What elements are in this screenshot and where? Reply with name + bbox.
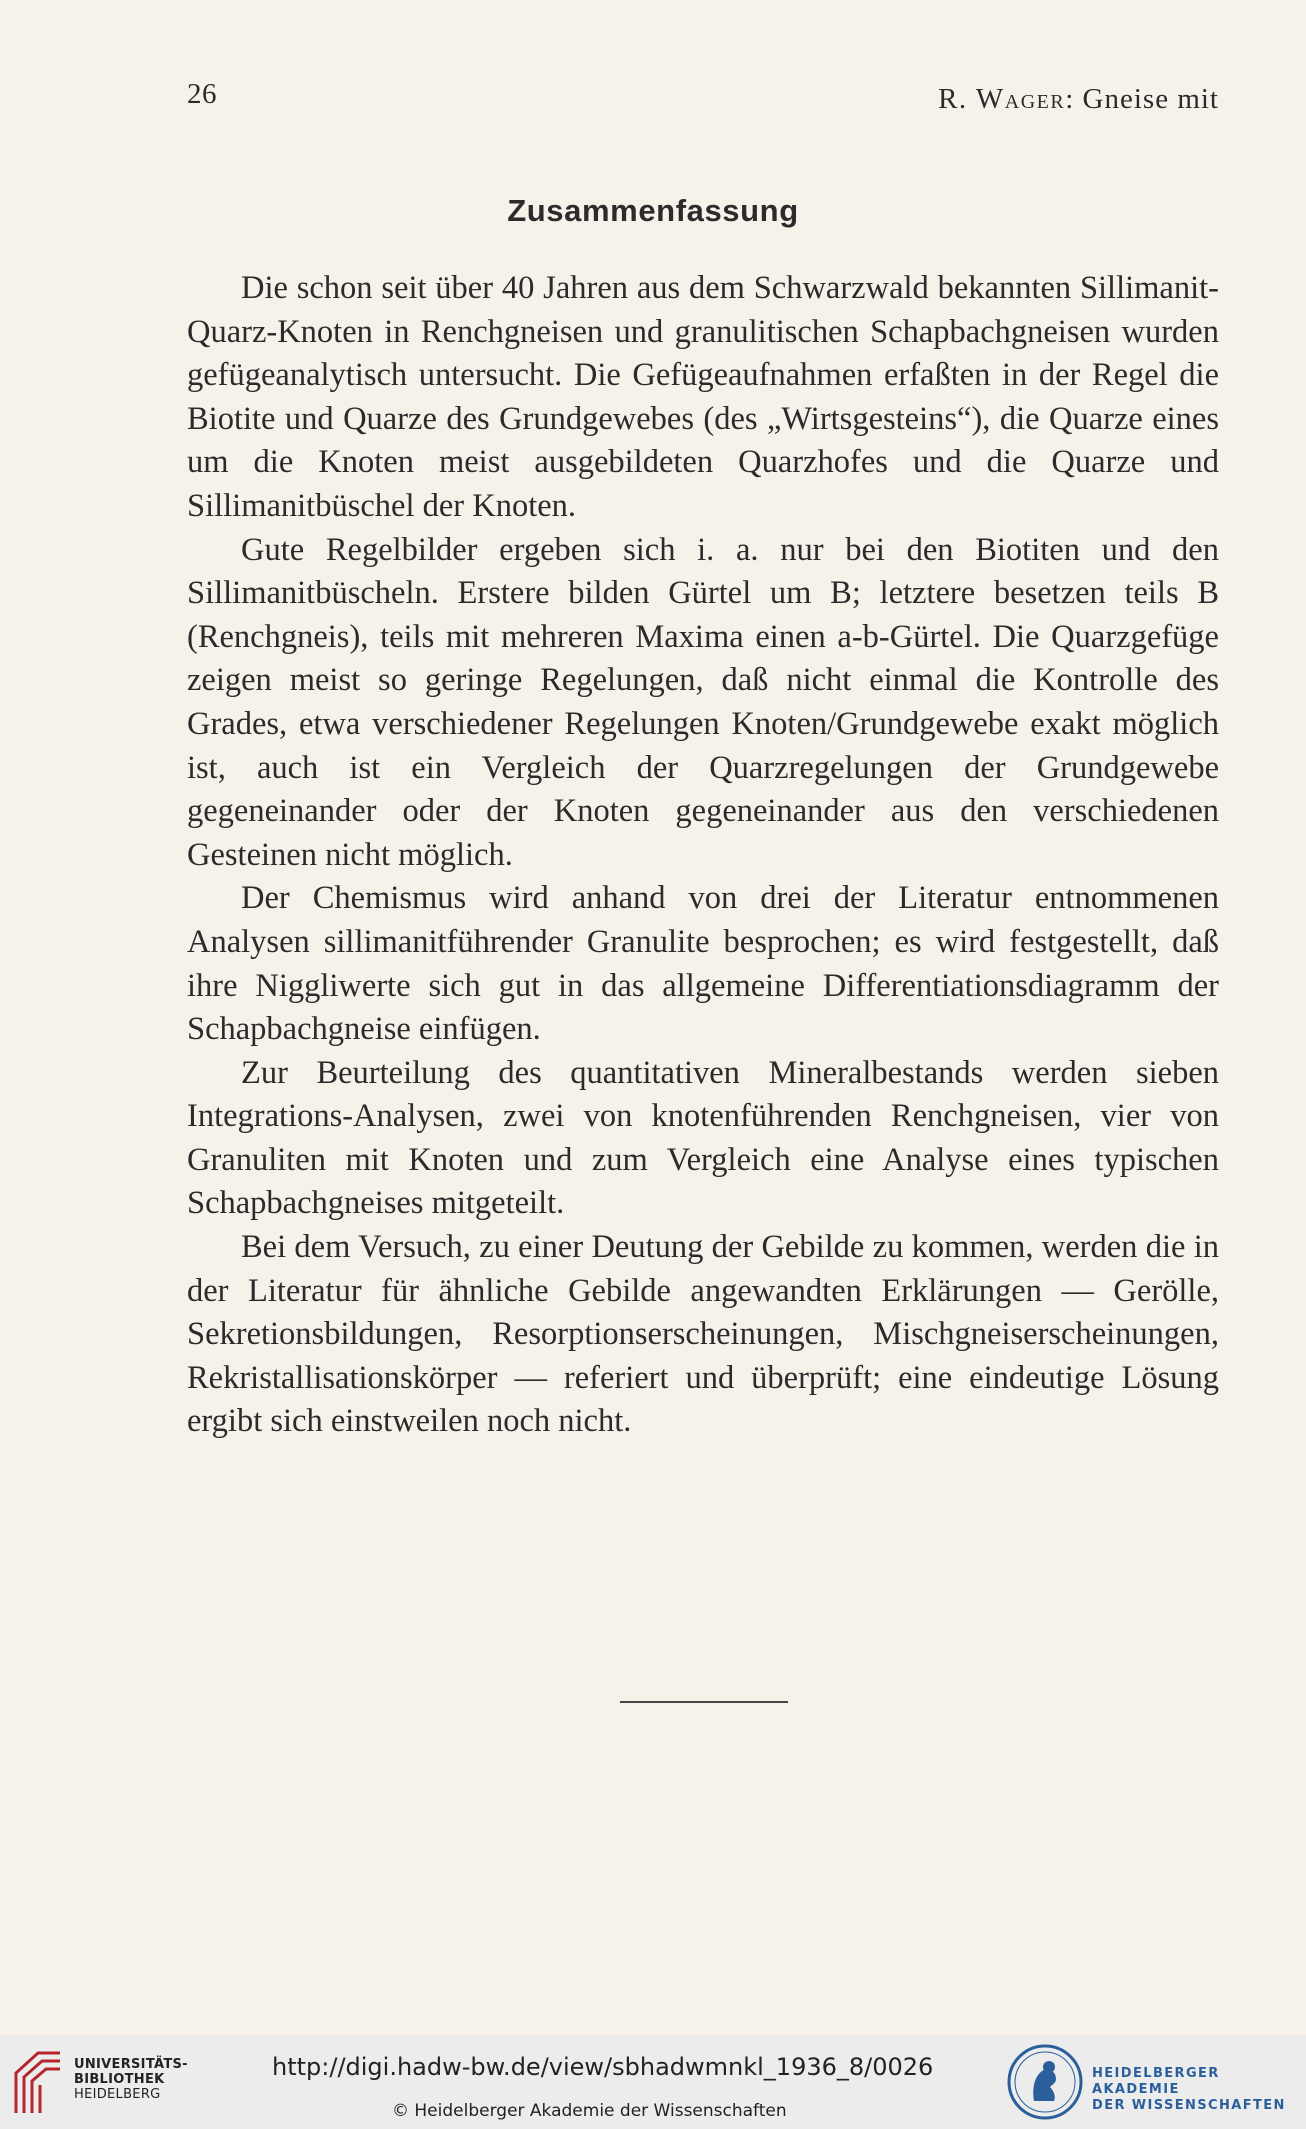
- university-library-name: UNIVERSITÄTS- BIBLIOTHEK HEIDELBERG: [74, 2057, 188, 2102]
- permalink-url[interactable]: http://digi.hadw-bw.de/view/sbhadwmnkl_1936_8/0026: [272, 2053, 934, 2081]
- summary-body: [187, 267, 1219, 1444]
- copyright-notice: © Heidelberger Akademie der Wissenschaften: [392, 2101, 787, 2121]
- academy-name: HEIDELBERGER AKADEMIE DER WISSENSCHAFTEN: [1092, 2066, 1286, 2113]
- closing-rule: [620, 1701, 788, 1703]
- paragraph: Bei dem Versuch, zu einer Deutung der Gebilde zu kommen, werden die in der Literatur für ähnliche Gebilde angewandten Erklärungen — Gerölle, Sekretionsbildungen, Resorptionserscheinungen, Mischgneiserscheinungen, Rekristallisationskörper — referiert und überprüft; eine eindeutige Lösung ergibt sich einstweilen noch nicht.: [187, 1229, 1219, 1440]
- section-title: Zusammenfassung: [507, 193, 799, 228]
- paragraph: Der Chemismus wird anhand von drei der Literatur entnommenen Analysen sillimanitführender Granulite besprochen; es wird festgestellt, daß ihre Niggliwerte sich gut in das allgemeine Differentiationsdiagramm der Schapbachgneise einfügen.: [187, 880, 1219, 1048]
- running-head-author: R. Wager: [938, 83, 1066, 115]
- paragraph: Die schon seit über 40 Jahren aus dem Schwarzwald bekannten Sillimanit-Quarz-Knoten in Renchgneisen und granulitischen Schapbachgneisen wurden gefügeanalytisch untersucht. Die Gefügeaufnahmen erfaßten in der Regel die Biotite und Quarze des Grundgewebes (des „Wirtsgesteins“), die Quarze eines um die Knoten meist ausgebildeten Quarzhofes und die Quarze und Sillimanitbüschel der Knoten.: [187, 270, 1219, 524]
- academy-seal-icon: [1006, 2043, 1084, 2121]
- running-head-title: : Gneise mit: [1065, 83, 1219, 115]
- paragraph: Zur Beurteilung des quantitativen Mineralbestands werden sieben Integrations-Analysen, zwei von knotenführenden Renchgneisen, vier von Granuliten mit Knoten und zum Vergleich eine Analyse eines typischen Schapbachgneises mitgeteilt.: [187, 1054, 1219, 1222]
- footer-bar: [0, 2035, 1306, 2129]
- running-head: [938, 83, 1219, 116]
- page-number: 26: [187, 78, 217, 110]
- paragraph: Gute Regelbilder ergeben sich i. a. nur bei den Biotiten und den Sillimanitbüscheln. Erstere bilden Gürtel um B; letztere besetzen teils B (Renchgneis), teils mit mehreren Maxima einen a-b-Gürtel. Die Quarzgefüge zeigen meist so geringe Regelungen, daß nicht einmal die Kontrolle des Grades, etwa verschiedener Regelungen Knoten/Grundgewebe exakt möglich ist, auch ist ein Vergleich der Quarzregelungen der Grundgewebe gegeneinander oder der Knoten gegeneinander aus den verschiedenen Gesteinen nicht möglich.: [187, 531, 1219, 873]
- university-library-logo: [12, 2047, 64, 2117]
